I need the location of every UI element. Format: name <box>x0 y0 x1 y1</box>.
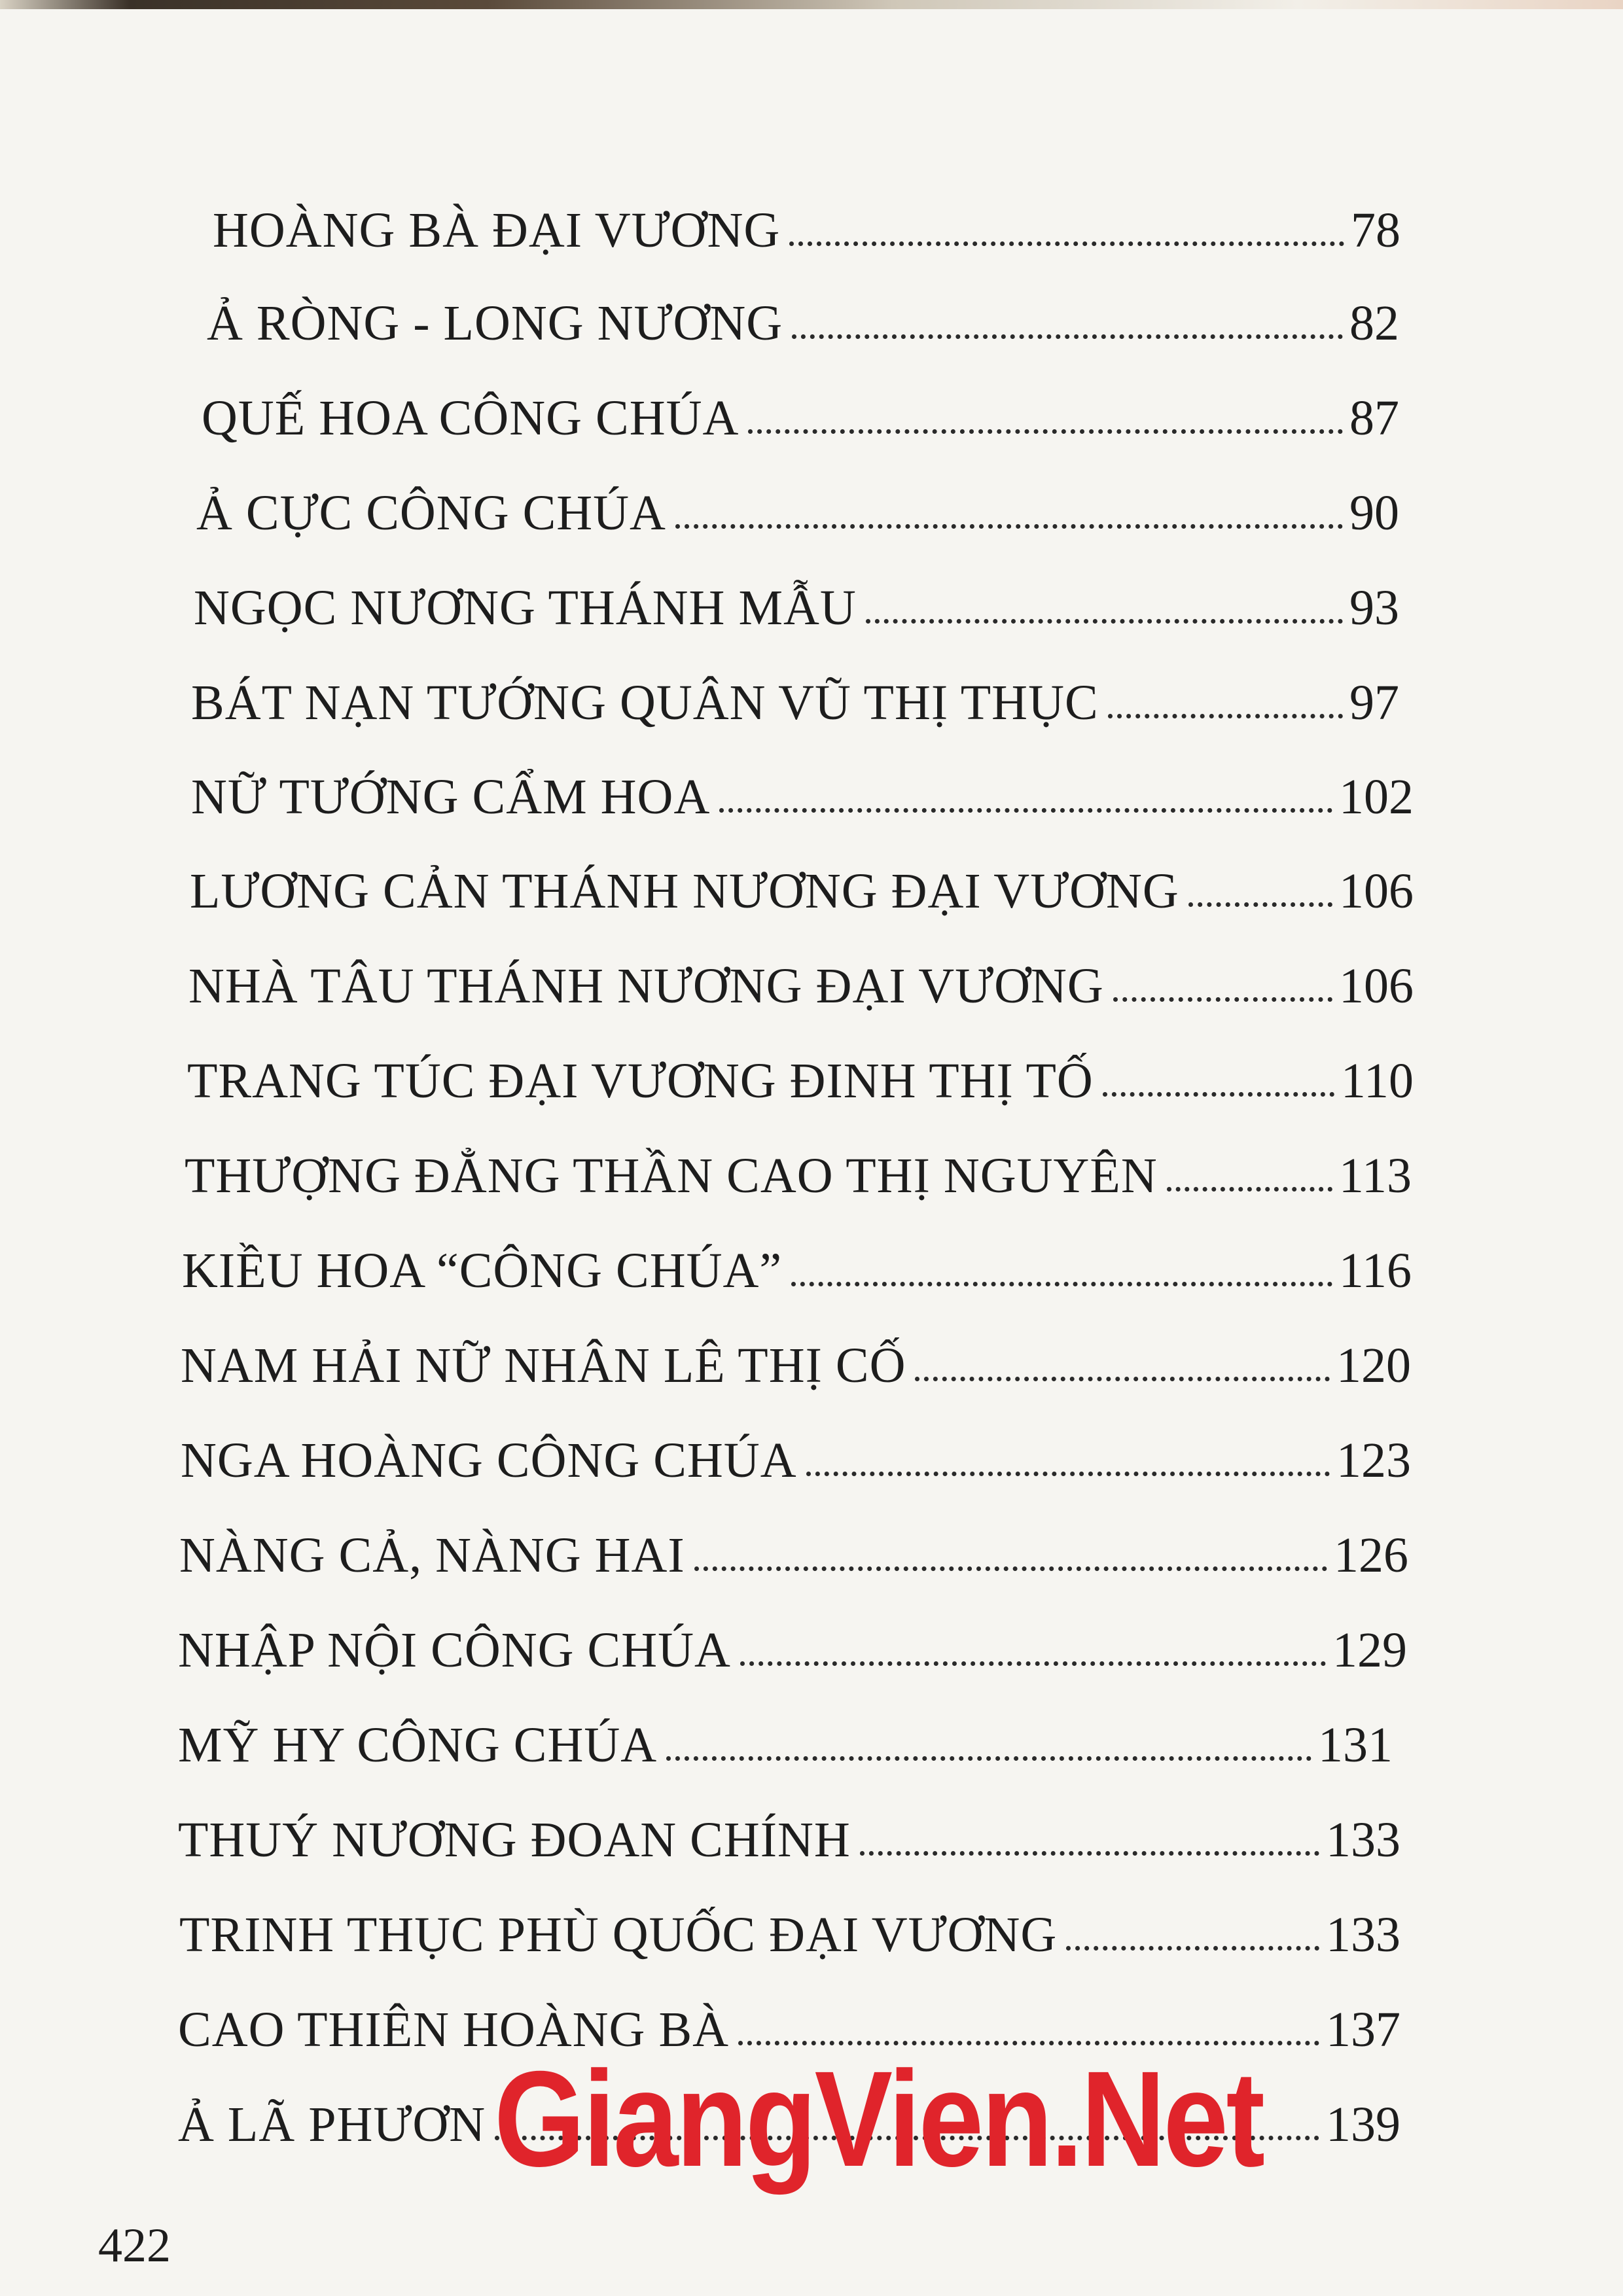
toc-entry-page: 106 <box>1339 864 1414 919</box>
toc-entry-title: THƯỢNG ĐẲNG THẦN CAO THỊ NGUYÊN <box>185 1148 1158 1203</box>
toc-entry <box>202 378 1399 446</box>
toc-entry-page: 82 <box>1349 296 1399 351</box>
toc-entry-title: TRINH THỤC PHÙ QUỐC ĐẠI VƯƠNG <box>179 1907 1058 1962</box>
dot-leader <box>666 1756 1311 1761</box>
toc-entry-title: Ả LÃ PHƯƠN <box>178 2097 486 2152</box>
page-number: 422 <box>98 2219 171 2272</box>
dot-leader <box>1167 1187 1332 1192</box>
toc-entry-page: 137 <box>1326 2002 1400 2057</box>
toc-entry-page: 93 <box>1349 580 1399 635</box>
dot-leader <box>1188 902 1332 907</box>
toc-entry-page: 102 <box>1339 769 1414 824</box>
dot-leader <box>860 1851 1319 1856</box>
toc-entry-page: 78 <box>1351 203 1400 258</box>
toc-entry <box>191 662 1399 728</box>
toc-entry <box>181 1420 1411 1488</box>
toc-entry-page: 113 <box>1338 1148 1412 1203</box>
watermark: GiangVien.Net <box>494 2043 1263 2195</box>
toc-entry <box>194 567 1399 633</box>
toc-entry-title: NGỌC NƯƠNG THÁNH MẪU <box>194 580 857 635</box>
dot-leader <box>1113 997 1332 1002</box>
toc-entry-title: THUÝ NƯƠNG ĐOAN CHÍNH <box>178 1812 851 1867</box>
toc-entry-page: 116 <box>1338 1243 1412 1298</box>
toc-entry-title: TRANG TÚC ĐẠI VƯƠNG ĐINH THỊ TỐ <box>187 1053 1094 1108</box>
toc-entry-page: 133 <box>1326 1907 1400 1962</box>
dot-leader <box>1066 1946 1319 1951</box>
toc-entry <box>178 1610 1407 1678</box>
dot-leader <box>694 1566 1327 1571</box>
toc-entry-page: 110 <box>1340 1053 1414 1108</box>
toc-entry-page: 106 <box>1339 959 1414 1014</box>
toc-entry-page: 133 <box>1326 1812 1400 1867</box>
toc-entry <box>187 1040 1414 1106</box>
dot-leader <box>719 808 1332 813</box>
toc-entry-title: HOÀNG BÀ ĐẠI VƯƠNG <box>213 203 781 258</box>
toc-entry <box>191 756 1414 822</box>
toc-entry <box>188 945 1414 1014</box>
toc-entry-title: Ả RÒNG - LONG NƯƠNG <box>207 296 783 351</box>
dot-leader <box>792 334 1343 339</box>
dot-leader <box>748 429 1343 434</box>
dot-leader <box>675 524 1343 529</box>
toc-entry-page: 139 <box>1326 2097 1400 2152</box>
toc-entry-title: KIỀU HOA “CÔNG CHÚA” <box>182 1243 783 1298</box>
toc-entry-page: 123 <box>1336 1433 1411 1488</box>
toc-entry-title: MỸ HY CÔNG CHÚA <box>178 1718 658 1773</box>
toc-entry-page: 90 <box>1349 486 1399 540</box>
toc-entry-page: 131 <box>1318 1718 1393 1773</box>
toc-entry-title: NHẬP NỘI CÔNG CHÚA <box>178 1623 731 1678</box>
dot-leader <box>740 1661 1326 1666</box>
toc-entry-title: Ả CỰC CÔNG CHÚA <box>196 486 666 540</box>
toc-entry <box>178 1704 1393 1773</box>
toc-entry <box>213 190 1400 258</box>
toc-entry <box>185 1135 1412 1201</box>
toc-entry-title: LƯƠNG CẢN THÁNH NƯƠNG ĐẠI VƯƠNG <box>190 864 1179 919</box>
dot-leader <box>1108 714 1343 718</box>
toc-entry-page: 87 <box>1349 391 1399 446</box>
toc-entry-title: NHÀ TÂU THÁNH NƯƠNG ĐẠI VƯƠNG <box>188 959 1104 1014</box>
toc-entry <box>182 1230 1412 1296</box>
dot-leader <box>789 241 1344 246</box>
toc-entry <box>178 1799 1400 1865</box>
toc-entry-title: NGA HOÀNG CÔNG CHÚA <box>181 1433 797 1488</box>
toc-entry <box>181 1325 1411 1393</box>
toc-entry-title: NAM HẢI NỮ NHÂN LÊ THỊ CỐ <box>181 1338 906 1393</box>
toc-entry <box>179 1515 1408 1583</box>
toc-entry-title: NỮ TƯỚNG CẨM HOA <box>191 769 711 824</box>
toc-entry <box>190 851 1414 919</box>
toc-entry-page: 129 <box>1332 1623 1407 1678</box>
toc-entry-title: QUẾ HOA CÔNG CHÚA <box>202 391 740 446</box>
toc-entry <box>196 472 1399 538</box>
dot-leader <box>791 1282 1332 1286</box>
toc-entry <box>179 1894 1400 1960</box>
toc-entry-title: BÁT NẠN TƯỚNG QUÂN VŨ THỊ THỤC <box>191 675 1099 730</box>
dot-leader <box>866 619 1343 624</box>
dot-leader <box>915 1377 1330 1381</box>
toc-entry-page: 126 <box>1334 1528 1408 1583</box>
toc-entry-page: 120 <box>1336 1338 1411 1393</box>
dot-leader <box>1103 1092 1334 1097</box>
toc-entry-page: 97 <box>1349 675 1399 730</box>
toc-entry-title: NÀNG CẢ, NÀNG HAI <box>179 1528 685 1583</box>
toc-entry-title: CAO THIÊN HOÀNG BÀ <box>178 2002 730 2057</box>
toc-entry <box>207 283 1399 351</box>
dot-leader <box>806 1472 1330 1476</box>
